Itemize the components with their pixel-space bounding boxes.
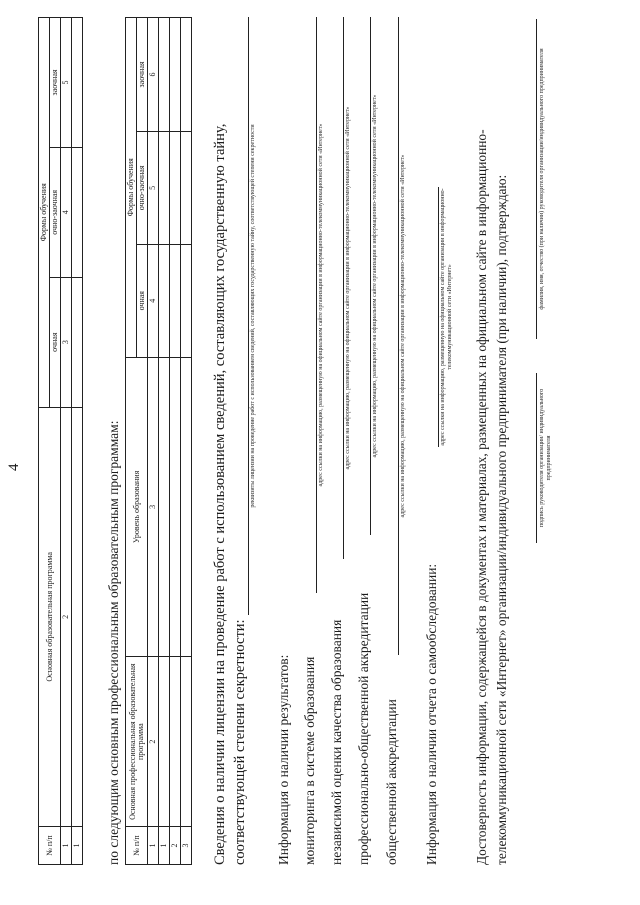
- table-cell: [181, 657, 192, 827]
- col-form-fulltime: очная: [50, 277, 61, 407]
- table-cell: [170, 18, 181, 132]
- self-exam-fill-line: [438, 187, 439, 447]
- col-program-header: Основная профессиональная образовательная программа: [126, 657, 148, 827]
- signature-field: подпись руководителя организации/ индивидуального предпринимателя: [536, 373, 553, 543]
- public-fill-line: [398, 17, 399, 655]
- col-form-parttime: очно-заочная: [50, 147, 61, 277]
- colnum: 4: [148, 244, 159, 357]
- colnum: 2: [148, 657, 159, 827]
- prof-program-table: [125, 17, 192, 865]
- license-fill-line: [248, 17, 249, 615]
- reliability-line-1: Достоверность информации, содержащейся в документах и материалах, размещенных на официальном сайте в информационно-: [474, 129, 489, 865]
- table-cell: [181, 357, 192, 657]
- col-form-fulltime: очная: [137, 244, 148, 357]
- table-cell: [159, 131, 170, 244]
- table-cell: [181, 244, 192, 357]
- table-cell: [181, 18, 192, 132]
- independent-note: адрес ссылки на информацию, размещенную на официальном сайте организации в информационно-телекоммуникационной сети «Интернет»: [345, 106, 351, 470]
- license-line-1: Сведения о наличии лицензии на проведение работ с использованием сведений, составляющих государственную тайну,: [212, 123, 228, 865]
- table-colnum-row: [148, 18, 159, 865]
- results-independent-label: независимой оценки качества образования: [329, 619, 344, 865]
- col-program-header: Основная образовательная программа: [39, 407, 61, 826]
- table-cell: [181, 131, 192, 244]
- table-cell: [170, 657, 181, 827]
- table-cell: [72, 407, 83, 826]
- page-number: 4: [6, 463, 22, 471]
- license-note: реквизиты лицензии на проведение работ с использованием сведений, составляющих государственную тайну, соответствующей степени секретности: [250, 124, 256, 508]
- colnum: 5: [61, 18, 72, 148]
- table-cell: 2: [170, 827, 181, 865]
- monitoring-fill-line: [316, 17, 317, 593]
- col-num-header: № п/п: [39, 827, 61, 865]
- prof-public-note: адрес ссылки на информацию, размещенную на официальном сайте организации в информационно-телекоммуникационной сети «Интернет»: [372, 94, 378, 458]
- main-program-table: [38, 17, 83, 865]
- table-row: [170, 18, 181, 865]
- table-cell: [159, 244, 170, 357]
- self-exam-note: адрес ссылки на информацию, размещенную на официальном сайте организации в информационно-телекоммуникационной сети «Интернет»: [440, 188, 454, 446]
- reliability-line-2: телекоммуникационной сети «Интернет» организации/индивидуального предпринимателя (при наличии), подтверждаю:: [494, 174, 509, 865]
- table-cell: [72, 18, 83, 148]
- colnum: 3: [148, 357, 159, 657]
- table-cell: [170, 131, 181, 244]
- col-form-parttime: очно-заочная: [137, 131, 148, 244]
- colnum: 1: [148, 827, 159, 865]
- section-prof-heading: по следующим основным профессиональным образовательным программам:: [106, 420, 121, 865]
- colnum: 6: [148, 18, 159, 132]
- results-prof-public-label: профессионально-общественной аккредитации: [356, 592, 371, 865]
- self-exam-heading: Информация о наличии отчета о самообследовании:: [424, 563, 439, 865]
- col-forms-header: Формы обучения: [126, 18, 137, 358]
- table-cell: [72, 277, 83, 407]
- monitoring-note: адрес ссылки на информацию, размещенную на официальном сайте организации в информационно-телекоммуникационной сети «Интернет»: [318, 123, 324, 487]
- colnum: 2: [61, 407, 72, 826]
- name-field: фамилия, имя, отчество (при наличии) руководителя организации/индивидуального предпринимателя: [536, 19, 546, 339]
- table-cell: [159, 357, 170, 657]
- colnum: 4: [61, 147, 72, 277]
- col-form-distance: заочная: [50, 18, 61, 148]
- colnum: 1: [61, 827, 72, 865]
- colnum: 3: [61, 277, 72, 407]
- prof-public-fill-line: [370, 17, 371, 535]
- public-note: адрес ссылки на информацию, размещенную на официальном сайте организации в информационно-телекоммуникационной сети «Интернет»: [400, 154, 406, 518]
- table-row: [72, 18, 83, 865]
- col-num-header: № п/п: [126, 827, 148, 865]
- table-cell: [170, 357, 181, 657]
- table-cell: 1: [159, 827, 170, 865]
- table-cell: 1: [72, 827, 83, 865]
- table-row: [181, 18, 192, 865]
- independent-fill-line: [343, 17, 344, 559]
- results-public-label: общественной аккредитации: [384, 699, 399, 865]
- col-forms-header: Формы обучения: [39, 18, 50, 408]
- table-cell: [170, 244, 181, 357]
- results-heading: Информация о наличии результатов:: [276, 654, 291, 865]
- license-line-2: соответствующей степени секретности:: [232, 619, 248, 865]
- table-row: [159, 18, 170, 865]
- col-form-distance: заочная: [137, 18, 148, 132]
- results-monitoring-label: мониторинга в системе образования: [302, 656, 317, 865]
- table-colnum-row: [61, 18, 72, 865]
- table-cell: [159, 18, 170, 132]
- table-cell: [72, 147, 83, 277]
- col-level-header: Уровень образования: [126, 357, 148, 657]
- table-cell: 3: [181, 827, 192, 865]
- table-cell: [159, 657, 170, 827]
- colnum: 5: [148, 131, 159, 244]
